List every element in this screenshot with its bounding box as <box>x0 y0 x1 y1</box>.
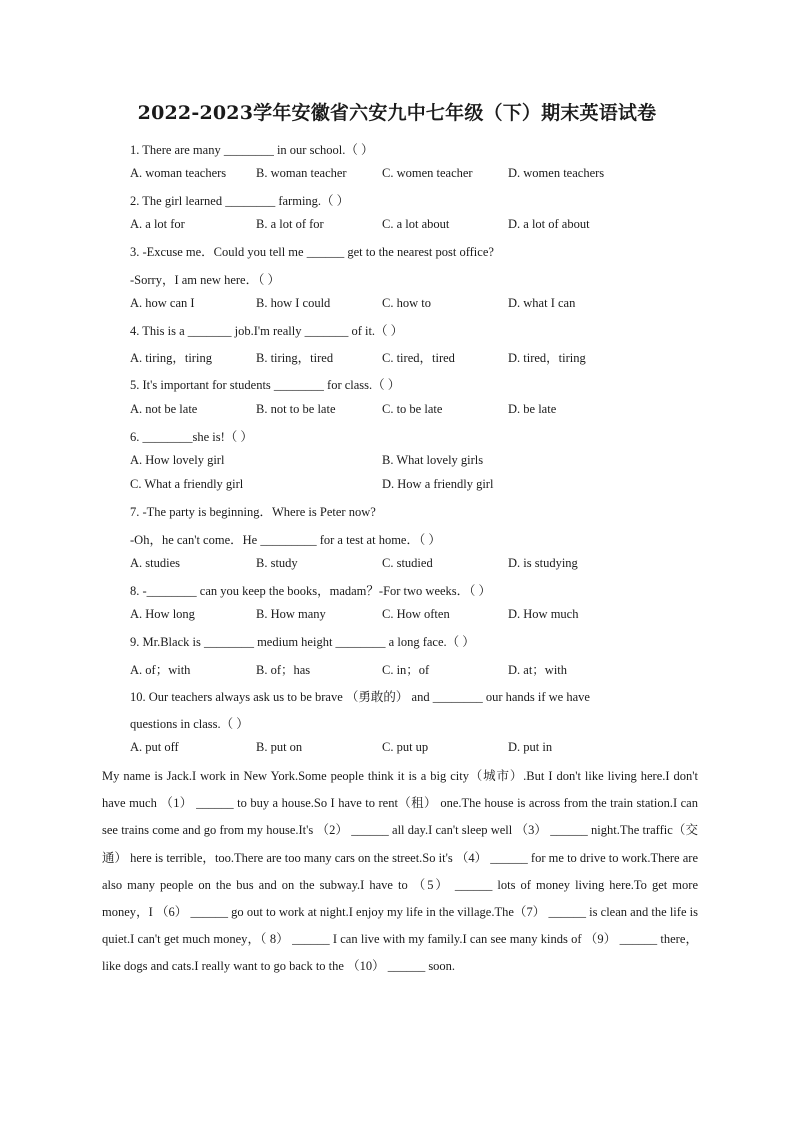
exam-title: 2022-2023学年安徽省六安九中七年级（下）期末英语试卷 <box>137 102 657 124</box>
option-b[interactable]: B. of；has <box>256 663 311 677</box>
option-d[interactable]: D. be late <box>508 402 557 416</box>
option-d[interactable]: D. put in <box>508 740 553 754</box>
option-b[interactable]: B. not to be late <box>256 402 336 416</box>
option-a[interactable]: A. not be late <box>130 402 198 416</box>
question-3-stem-continued: -Sorry，I am new here．（ ） <box>130 273 280 287</box>
question-8-options <box>130 607 650 623</box>
question-8-stem: 8. -________ can you keep the books，madam？-For two weeks．（ ） <box>130 584 492 598</box>
option-d[interactable]: D. a lot of about <box>508 217 590 231</box>
passage-text: My name is Jack.I work in New York.Some people think it is a big city（城市）.But I don't like living here.I don't have much （1） ______ to buy a house.So I have to rent（租） one.The house is across from the train station.I can see trains come and go from my house.It's （2） ______ all day.I can't sleep well （3） ______ night.The traffic（交通） here is terrible，too.There are too many cars on the street.So it's （4） ______ for me to drive to work.There are also many people on the bus and on the subway.I have to （5） ______ lots of money living here.To get more money，I （6） ______ go out to work at night.I enjoy my life in the village.The（7） ______ is clean and the life is quiet.I can't get much money，（ 8） ______ I can live with my family.I can see many kinds of （9） ______ there，like dogs and cats.I really want to go back to the （10） ______ soon. <box>102 769 698 974</box>
question-7-stem-continued: -Oh，he can't come．He _________ for a test at home．（ ） <box>130 533 441 547</box>
option-b[interactable]: B. study <box>256 556 298 570</box>
question-4-options <box>130 348 650 364</box>
option-d[interactable]: D. is studying <box>508 556 578 570</box>
option-c[interactable]: C. in；of <box>382 663 430 677</box>
question-5-options <box>130 402 650 418</box>
option-c[interactable]: C. What a friendly girl <box>130 477 244 491</box>
option-a[interactable]: A. How lovely girl <box>130 453 225 467</box>
option-d[interactable]: D. How much <box>508 607 579 621</box>
option-b[interactable]: B. put on <box>256 740 303 754</box>
question-1-stem: 1. There are many ________ in our school.（ ） <box>130 143 374 157</box>
option-a[interactable]: A. woman teachers <box>130 166 227 180</box>
cloze-passage <box>102 763 698 981</box>
option-b[interactable]: B. a lot of for <box>256 217 324 231</box>
option-c[interactable]: C. studied <box>382 556 433 570</box>
question-6-options-row-2 <box>130 477 650 493</box>
option-c[interactable]: C. How often <box>382 607 450 621</box>
option-b[interactable]: B. What lovely girls <box>382 453 484 467</box>
question-4-stem: 4. This is a _______ job.I'm really _______ of it.（ ） <box>130 324 404 338</box>
question-2-stem: 2. The girl learned ________ farming.（ ） <box>130 194 350 208</box>
question-3-options <box>130 296 650 312</box>
question-2-options <box>130 217 650 233</box>
option-b[interactable]: B. How many <box>256 607 326 621</box>
question-5-stem: 5. It's important for students ________ for class.（ ） <box>130 378 401 392</box>
option-d[interactable]: D. women teachers <box>508 166 605 180</box>
option-a[interactable]: A. of；with <box>130 663 191 677</box>
question-10-stem-continued: questions in class.（ ） <box>130 717 249 731</box>
question-3-stem: 3. -Excuse me．Could you tell me ______ get to the nearest post office? <box>130 245 494 259</box>
option-d[interactable]: D. what I can <box>508 296 576 310</box>
question-10-stem: 10. Our teachers always ask us to be brave （勇敢的） and ________ our hands if we have <box>130 690 590 704</box>
option-b[interactable]: B. woman teacher <box>256 166 347 180</box>
question-1-options <box>130 166 650 182</box>
question-7-options <box>130 556 650 572</box>
question-9-stem: 9. Mr.Black is ________ medium height ________ a long face.（ ） <box>130 635 475 649</box>
option-a[interactable]: A. studies <box>130 556 180 570</box>
option-c[interactable]: C. tired，tired <box>382 351 455 365</box>
option-c[interactable]: C. how to <box>382 296 431 310</box>
option-a[interactable]: A. tiring，tiring <box>130 351 212 365</box>
option-c[interactable]: C. a lot about <box>382 217 450 231</box>
option-c[interactable]: C. put up <box>382 740 429 754</box>
option-b[interactable]: B. tiring，tired <box>256 351 334 365</box>
question-9-options <box>130 660 650 676</box>
option-d[interactable]: D. tired，tiring <box>508 351 586 365</box>
option-c[interactable]: C. to be late <box>382 402 443 416</box>
option-b[interactable]: B. how I could <box>256 296 331 310</box>
option-d[interactable]: D. How a friendly girl <box>382 477 494 491</box>
option-c[interactable]: C. women teacher <box>382 166 473 180</box>
question-10-options <box>130 740 650 756</box>
option-a[interactable]: A. put off <box>130 740 179 754</box>
option-d[interactable]: D. at；with <box>508 663 568 677</box>
question-6-stem: 6. ________she is!（ ） <box>130 430 253 444</box>
question-7-stem: 7. -The party is beginning．Where is Peter now? <box>130 505 376 519</box>
question-6-options-row-1 <box>130 453 650 469</box>
option-a[interactable]: A. how can I <box>130 296 195 310</box>
option-a[interactable]: A. a lot for <box>130 217 185 231</box>
option-a[interactable]: A. How long <box>130 607 195 621</box>
